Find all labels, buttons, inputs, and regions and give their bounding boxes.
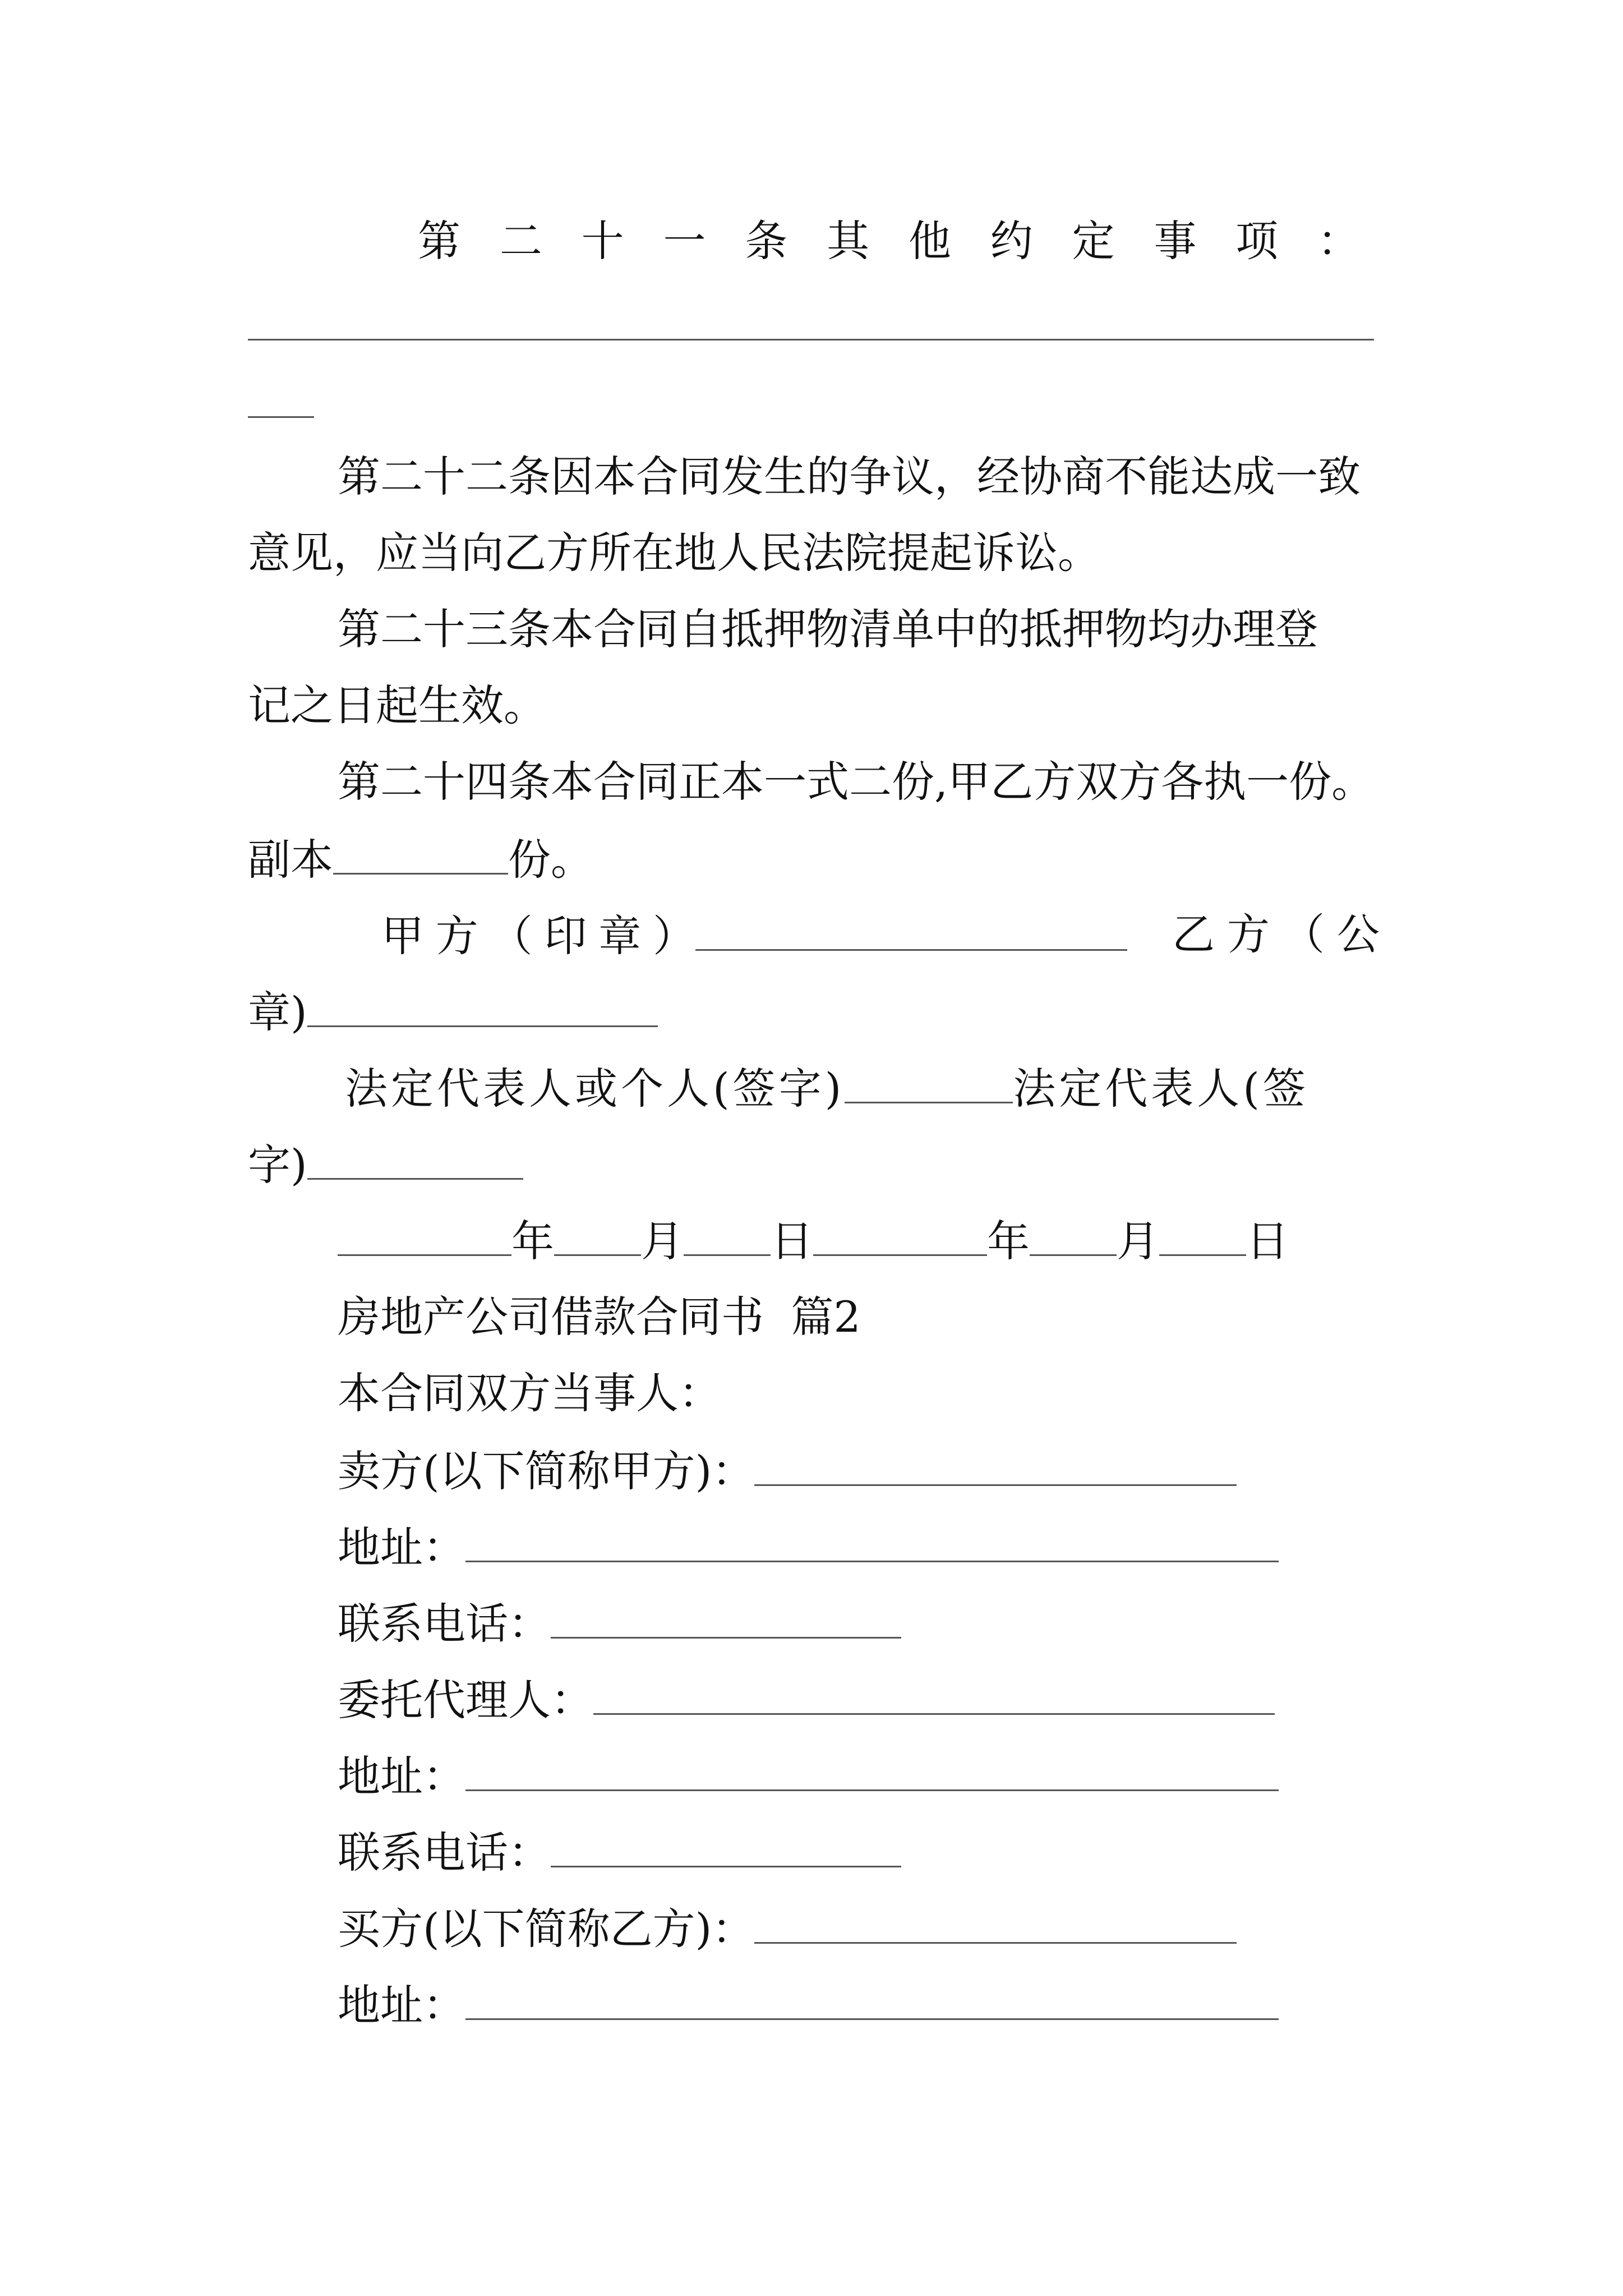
phone-label: 联系电话： — [338, 1828, 551, 1878]
buyer-address-field[interactable] — [465, 1982, 1279, 2020]
month-label: 月 — [641, 1216, 684, 1266]
label-char: 方 — [435, 911, 478, 961]
heading-char: ： — [1317, 216, 1360, 266]
day-a-blank[interactable] — [684, 1218, 771, 1256]
heading-char: 他 — [908, 216, 951, 266]
rep-a-sign-blank[interactable] — [845, 1066, 1013, 1103]
buyer-row — [338, 1904, 1237, 1954]
label-char: ） — [652, 911, 695, 961]
seller-address-field[interactable] — [465, 1525, 1279, 1562]
label-char: （ — [1282, 909, 1325, 959]
agent-field[interactable] — [593, 1677, 1275, 1715]
seller-phone-row — [338, 1599, 901, 1649]
article-22-line-1: 第二十二条因本合同发生的争议，经协商不能达成一致 — [338, 452, 1361, 501]
copies-blank[interactable] — [333, 837, 508, 875]
year-b-blank[interactable] — [813, 1218, 987, 1256]
party-b-label-cont: 章) — [248, 987, 307, 1037]
heading-char: 十 — [581, 216, 624, 266]
label-char: 章 — [598, 911, 642, 961]
agent-address-row — [338, 1751, 1279, 1801]
label-char: 公 — [1337, 909, 1380, 959]
heading-char: 一 — [663, 216, 706, 266]
address-label: 地址： — [338, 1980, 465, 2030]
article-23-line-1: 第二十三条本合同自抵押物清单中的抵押物均办理登 — [338, 604, 1318, 654]
article-24-line-2 — [248, 835, 593, 885]
address-label: 地址： — [338, 1751, 465, 1801]
party-b-label — [1172, 909, 1380, 959]
day-label: 日 — [1246, 1216, 1289, 1266]
label-char: 甲 — [381, 911, 424, 961]
article-21-heading — [418, 216, 1360, 266]
address-label: 地址： — [338, 1522, 465, 1572]
date-line — [338, 1216, 1289, 1266]
agent-phone-field[interactable] — [551, 1830, 901, 1867]
year-label: 年 — [987, 1216, 1030, 1266]
heading-char: 第 — [418, 216, 460, 266]
copies-suffix: 份。 — [508, 835, 593, 885]
seller-row — [338, 1446, 1237, 1496]
seller-name-field[interactable] — [754, 1448, 1237, 1486]
month-label: 月 — [1117, 1216, 1159, 1266]
year-a-blank[interactable] — [338, 1218, 511, 1256]
heading-char: 条 — [745, 216, 788, 266]
heading-char: 约 — [990, 216, 1033, 266]
agent-label: 委托代理人： — [338, 1675, 593, 1725]
article-24-line-1: 第二十四条本合同正本一式二份,甲乙方双方各执一份。 — [338, 757, 1375, 807]
rep-b-sign-blank[interactable] — [307, 1142, 523, 1180]
rep-b-label-cont: 字) — [248, 1140, 307, 1190]
heading-char: 二 — [499, 216, 542, 266]
agent-address-field[interactable] — [465, 1754, 1279, 1791]
seller-phone-field[interactable] — [551, 1601, 901, 1639]
party-a-seal-blank[interactable] — [695, 913, 1127, 951]
day-b-blank[interactable] — [1159, 1218, 1246, 1256]
label-char: 乙 — [1172, 909, 1215, 959]
buyer-address-row — [338, 1980, 1279, 2030]
party-b-seal-blank[interactable] — [307, 990, 658, 1027]
representative-line — [345, 1064, 1309, 1114]
seller-label: 卖方(以下简称甲方)： — [338, 1446, 755, 1496]
label-char: 方 — [1227, 909, 1270, 959]
heading-char: 定 — [1072, 216, 1115, 266]
rep-b-label: 法定代表人(签 — [1013, 1064, 1309, 1114]
seller-address-row — [338, 1522, 1279, 1572]
buyer-label: 买方(以下简称乙方)： — [338, 1904, 755, 1954]
year-label: 年 — [511, 1216, 554, 1266]
heading-char: 事 — [1154, 216, 1197, 266]
party-b-seal-line — [248, 987, 658, 1037]
phone-label: 联系电话： — [338, 1599, 551, 1649]
buyer-name-field[interactable] — [754, 1906, 1237, 1944]
agent-phone-row — [338, 1828, 901, 1878]
rep-b-line — [248, 1140, 523, 1190]
parties-heading: 本合同双方当事人： — [338, 1368, 721, 1418]
heading-char: 其 — [827, 216, 870, 266]
month-a-blank[interactable] — [554, 1218, 641, 1256]
party-a-label — [381, 911, 695, 961]
article-23-line-2: 记之日起生效。 — [248, 680, 546, 730]
rep-a-label: 法定代表人或个人(签字) — [345, 1064, 845, 1114]
label-char: （ — [490, 911, 533, 961]
article-21-blank-line — [248, 339, 1374, 341]
article-22-line-2: 意见，应当向乙方所在地人民法院提起诉讼。 — [248, 528, 1100, 578]
agent-row — [338, 1675, 1275, 1725]
section-2-title: 房地产公司借款合同书 篇2 — [338, 1292, 861, 1342]
heading-char: 项 — [1235, 216, 1279, 266]
month-b-blank[interactable] — [1030, 1218, 1117, 1256]
label-char: 印 — [544, 911, 587, 961]
day-label: 日 — [771, 1216, 813, 1266]
copies-label: 副本 — [248, 835, 333, 885]
article-21-blank-line-short — [248, 416, 314, 418]
